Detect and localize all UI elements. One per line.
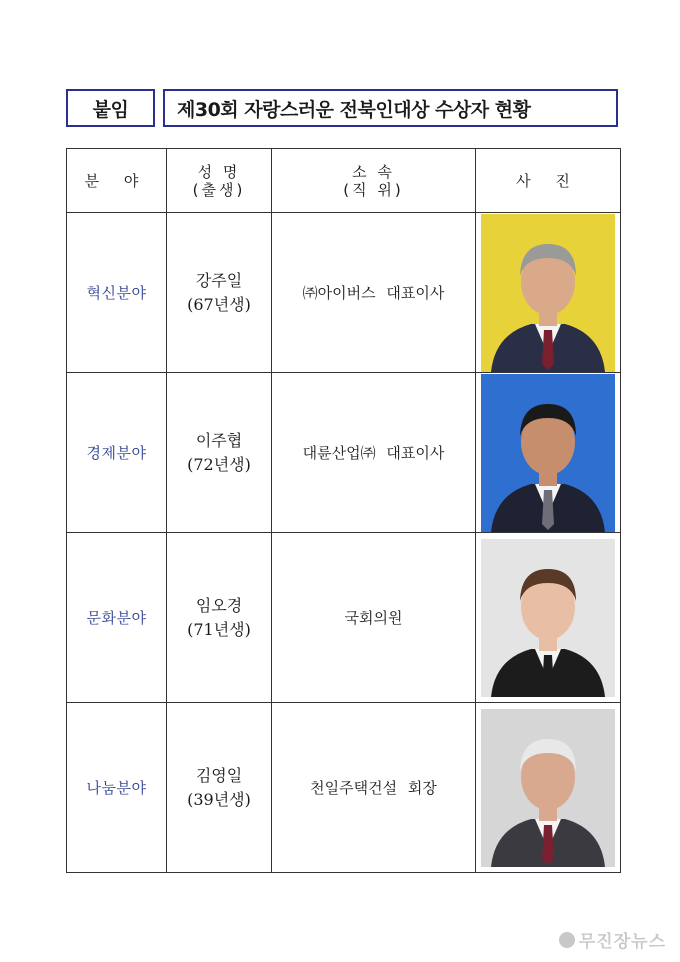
field-cell: 혁신분야: [67, 213, 167, 373]
field-cell: 경제분야: [67, 373, 167, 533]
awardees-table: [66, 148, 621, 873]
header-photo: 사 진: [476, 149, 621, 213]
photo-cell: [476, 703, 621, 873]
document-title-text: 제30회 자랑스러운 전북인대상 수상자 현황: [177, 98, 531, 121]
awardee-birth: (72년생): [187, 454, 251, 474]
awardee-name: 김영일: [195, 765, 243, 785]
portrait-photo: [481, 374, 615, 532]
awardee-birth: (71년생): [187, 619, 251, 639]
table-header-row: [67, 149, 621, 213]
attachment-label-text: 붙임: [92, 98, 129, 121]
affiliation-cell: 대륜산업㈜ 대표이사: [272, 373, 476, 533]
portrait-photo: [481, 709, 615, 867]
table-row: [67, 373, 621, 533]
field-cell: 문화분야: [67, 533, 167, 703]
table-row: [67, 703, 621, 873]
watermark-logo-icon: [559, 932, 575, 948]
name-cell: [167, 213, 272, 373]
awardee-name: 강주일: [195, 270, 243, 290]
header-affiliation: 소 속 (직 위): [272, 149, 476, 213]
watermark: [559, 927, 666, 952]
photo-cell: [476, 373, 621, 533]
awardee-name: 이주협: [195, 430, 243, 450]
watermark-text: 무진장뉴스: [578, 932, 666, 952]
name-cell: [167, 373, 272, 533]
table-row: [67, 213, 621, 373]
portrait-photo: [481, 539, 615, 697]
photo-cell: [476, 533, 621, 703]
header-field: 분 야: [67, 149, 167, 213]
header-name: 성 명 (출생): [167, 149, 272, 213]
name-cell: [167, 703, 272, 873]
name-cell: [167, 533, 272, 703]
affiliation-cell: ㈜아이버스 대표이사: [272, 213, 476, 373]
attachment-label: [66, 89, 155, 127]
awardee-name: 임오경: [195, 595, 243, 615]
awardee-birth: (39년생): [187, 789, 251, 809]
portrait-photo: [481, 214, 615, 372]
affiliation-cell: 천일주택건설 회장: [272, 703, 476, 873]
table-row: [67, 533, 621, 703]
document-title: [163, 89, 618, 127]
field-cell: 나눔분야: [67, 703, 167, 873]
photo-cell: [476, 213, 621, 373]
awardee-birth: (67년생): [187, 294, 251, 314]
affiliation-cell: 국회의원: [272, 533, 476, 703]
